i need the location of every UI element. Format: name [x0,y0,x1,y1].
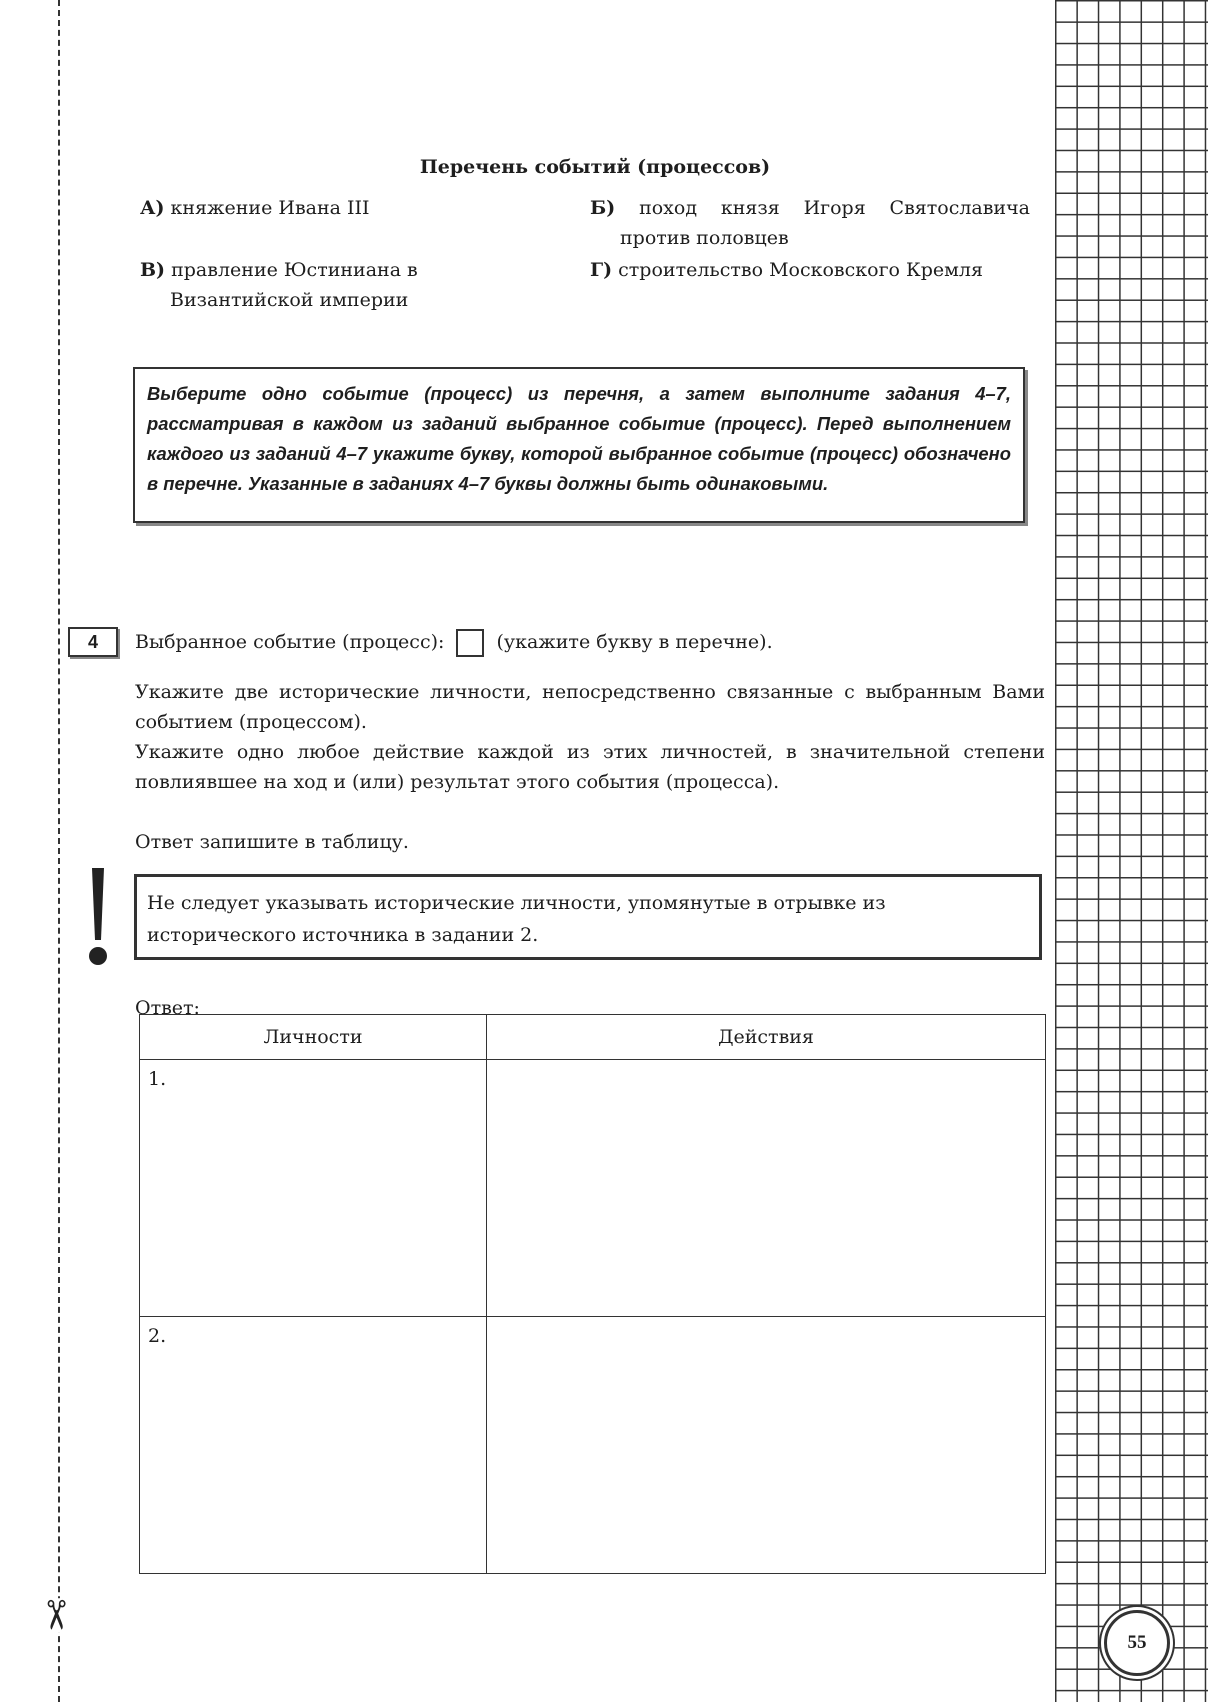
warning-note: Не следует указывать исторические личности, упомянутые в отрывке из исторического источника в задании 2. [134,874,1042,960]
task-paragraph-1: Укажите две исторические личности, непосредственно связанные с выбранным Вами событием (процессом). [135,681,1045,733]
event-item-a [140,193,570,223]
task-number: 4 [68,627,118,657]
action-cell[interactable] [487,1060,1046,1317]
event-letter: Б) [590,197,616,219]
task-paragraph-2: Укажите одно любое действие каждой из этих личностей, в значительной степени повлиявшее на ход и (или) результат этого события (процесса). [135,741,1045,793]
event-letter: Г) [590,259,613,281]
event-item-g [590,255,1030,285]
event-text: строительство Московского Кремля [618,259,983,281]
scissors-icon: ✂ [31,1598,78,1632]
event-letter: А) [140,197,165,219]
answer-label: Ответ: [135,997,200,1019]
event-item-v [140,255,530,315]
table-row [140,1060,1046,1317]
header-persons: Личности [140,1015,487,1060]
events-list-title: Перечень событий (процессов) [419,156,771,178]
page-number: 55 [1104,1610,1170,1676]
event-letter: В) [140,259,166,281]
header-actions: Действия [487,1015,1046,1060]
action-cell[interactable] [487,1317,1046,1574]
person-cell[interactable]: 2. [140,1317,487,1574]
answer-table [139,1014,1046,1574]
selected-event-line [135,627,773,657]
instruction-box: Выберите одно событие (процесс) из перечня, а затем выполните задания 4–7, рассматривая в каждом из заданий выбранное событие (процесс). Перед выполнением каждого из заданий 4–7 укажите букву, которой выбранное событие (процесс) обозначено в перечне. Указанные в заданиях 4–7 буквы должны быть одинаковыми. [133,367,1025,523]
selected-suffix: (укажите букву в перечне). [496,631,773,653]
person-cell[interactable]: 1. [140,1060,487,1317]
event-text: княжение Ивана III [170,197,370,219]
table-row [140,1317,1046,1574]
draft-grid [1055,0,1208,1702]
task-paragraph-3: Ответ запишите в таблицу. [135,831,409,853]
exclamation-icon [83,868,113,966]
selected-prefix: Выбранное событие (процесс): [135,631,445,653]
event-item-b [590,193,1030,253]
event-text: правление Юстиниана в Византийской империи [170,259,418,311]
letter-answer-box[interactable] [456,629,484,657]
cut-line [58,0,60,1702]
table-header-row [140,1015,1046,1060]
event-text: поход князя Игоря Святославича против половцев [620,197,1030,249]
